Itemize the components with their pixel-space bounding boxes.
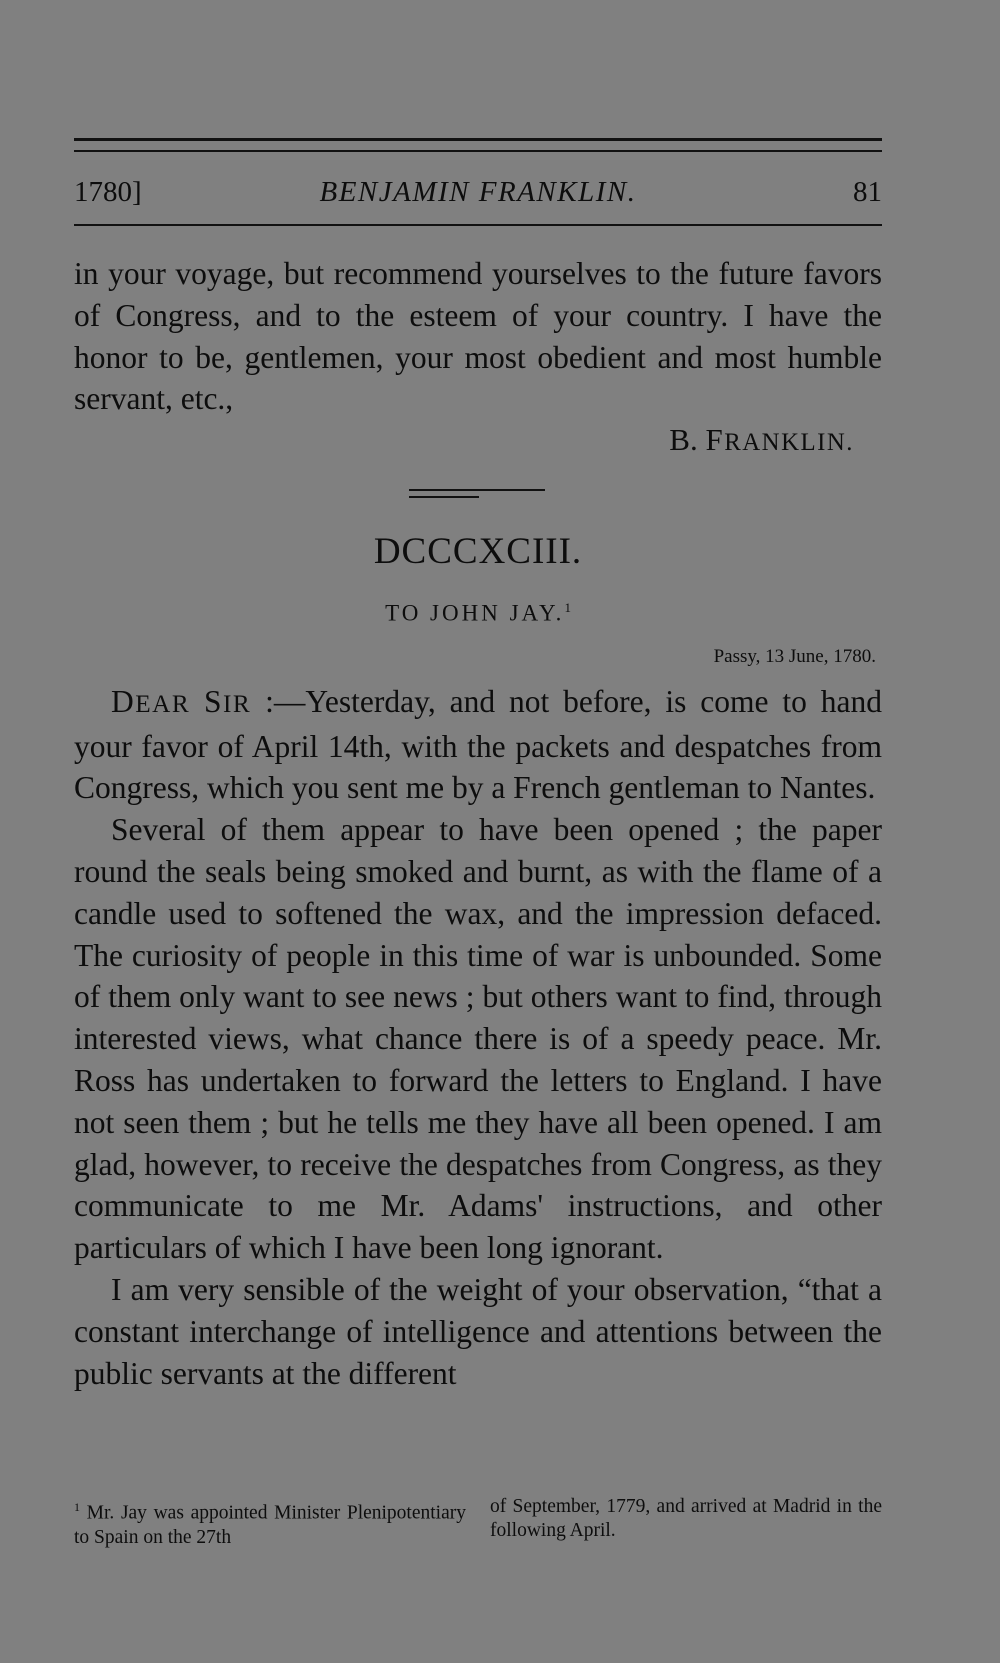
running-head (74, 172, 882, 212)
letter-recipient: TO JOHN JAY.$^1$ (385, 600, 571, 626)
top-rule-thin (74, 150, 882, 152)
page-number: 81 (853, 176, 882, 208)
body-text (74, 253, 882, 1394)
head-rule (74, 224, 882, 226)
footnote-reference: 1 (564, 600, 571, 616)
section-divider (409, 489, 545, 501)
footnote (74, 1495, 882, 1550)
footnote-column-2: of September, 1779, and arrived at Madrid in the following April. (490, 1496, 882, 1541)
signature-initial: B. (669, 422, 706, 458)
continuation-paragraph: in your voyage, but recommend yourselves to the future favors of Congress, and to the esteem of your country. I have the honor to be, gentlemen, your most obedient and most humble servant, etc., (74, 256, 882, 417)
signature (74, 420, 882, 463)
letter-paragraph-2: Several of them appear to have been opened ; the paper round the seals being smoked and burnt, as with the flame of a candle used to softened the wax, and the impression defaced. The curiosity of people in this time of war is unbounded. Some of them only want to see news ; but others want to find, through interested views, what chance there is of a speedy peace. Mr. Ross has undertaken to forward the letters to England. I have not seen them ; but he tells me they have all been opened. I am glad, however, to receive the despatches from Congress, as they communicate to me Mr. Adams' instructions, and other particulars of which I have been long ignorant. (74, 812, 882, 1266)
running-head-title: BENJAMIN FRANKLIN. (319, 176, 637, 208)
letter-dateline: Passy, 13 June, 1780. (713, 645, 876, 667)
footnote-column-1: $^1$ Mr. Jay was appointed Minister Plenipotentiary to Spain on the 27th (74, 1500, 466, 1548)
salutation: DEAR SIR (111, 683, 252, 719)
letter-paragraph-1: DEAR SIR :—Yesterday, and not before, is come to hand your favor of April 14th, with the packets and despatches from Congress, which you sent me by a French gentleman to Nantes. (74, 683, 882, 806)
letter-number: DCCCXCIII. (373, 531, 583, 573)
footnote-mark: 1 (74, 1500, 80, 1514)
signature-surname: FRANKLIN. (705, 422, 854, 458)
letter-paragraph-3: I am very sensible of the weight of your observation, “that a constant interchange of intelligence and attentions between the public servants at the different (74, 1272, 882, 1391)
running-head-year: 1780] (74, 176, 142, 208)
top-rule (74, 138, 882, 141)
